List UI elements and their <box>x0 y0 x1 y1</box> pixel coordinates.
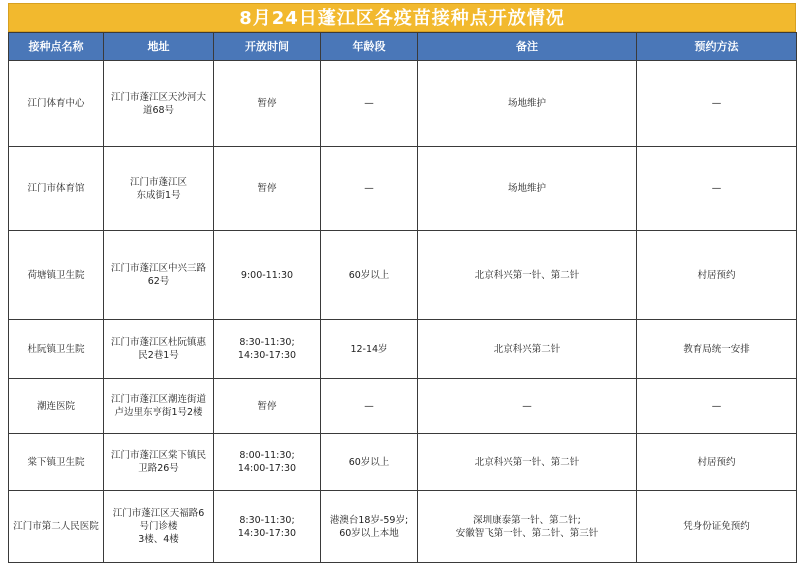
col-header-address: 地址 <box>104 33 214 61</box>
site-booking: — <box>637 147 797 231</box>
site-name: 江门体育中心 <box>9 61 104 147</box>
site-hours: 8:30-11:30; 14:30-17:30 <box>214 491 321 563</box>
table-row <box>9 147 797 231</box>
site-age: — <box>321 147 418 231</box>
site-booking: — <box>637 379 797 434</box>
site-address: 江门市蓬江区天沙河大 道68号 <box>104 61 214 147</box>
site-note: 北京科兴第二针 <box>418 320 637 379</box>
col-header-age: 年龄段 <box>321 33 418 61</box>
vaccination-table <box>8 32 797 563</box>
site-note: 深圳康泰第一针、第二针; 安徽智飞第一针、第二针、第三针 <box>418 491 637 563</box>
site-age: 港澳台18岁-59岁; 60岁以上本地 <box>321 491 418 563</box>
header-row <box>9 33 797 61</box>
site-age: — <box>321 61 418 147</box>
site-note: 北京科兴第一针、第二针 <box>418 231 637 320</box>
site-name: 潮连医院 <box>9 379 104 434</box>
site-age: 12-14岁 <box>321 320 418 379</box>
site-note: — <box>418 379 637 434</box>
table-row <box>9 61 797 147</box>
site-note: 场地维护 <box>418 61 637 147</box>
table-row <box>9 434 797 491</box>
site-booking: 村居预约 <box>637 231 797 320</box>
site-name: 荷塘镇卫生院 <box>9 231 104 320</box>
site-address: 江门市蓬江区潮连街道 卢边里东亨街1号2楼 <box>104 379 214 434</box>
table-row <box>9 379 797 434</box>
site-address: 江门市蓬江区 东成街1号 <box>104 147 214 231</box>
site-name: 江门市体育馆 <box>9 147 104 231</box>
site-hours: 暂停 <box>214 147 321 231</box>
col-header-name: 接种点名称 <box>9 33 104 61</box>
col-header-booking: 预约方法 <box>637 33 797 61</box>
site-address: 江门市蓬江区杜阮镇惠 民2巷1号 <box>104 320 214 379</box>
site-address: 江门市蓬江区中兴三路 62号 <box>104 231 214 320</box>
site-hours: 暂停 <box>214 379 321 434</box>
table-row <box>9 320 797 379</box>
site-age: 60岁以上 <box>321 231 418 320</box>
site-hours: 暂停 <box>214 61 321 147</box>
site-hours: 9:00-11:30 <box>214 231 321 320</box>
site-age: 60岁以上 <box>321 434 418 491</box>
site-booking: — <box>637 61 797 147</box>
site-name: 杜阮镇卫生院 <box>9 320 104 379</box>
site-booking: 村居预约 <box>637 434 797 491</box>
table-row <box>9 231 797 320</box>
col-header-note: 备注 <box>418 33 637 61</box>
site-age: — <box>321 379 418 434</box>
col-header-hours: 开放时间 <box>214 33 321 61</box>
site-note: 北京科兴第一针、第二针 <box>418 434 637 491</box>
site-booking: 凭身份证免预约 <box>637 491 797 563</box>
site-hours: 8:00-11:30; 14:00-17:30 <box>214 434 321 491</box>
site-booking: 教育局统一安排 <box>637 320 797 379</box>
site-note: 场地维护 <box>418 147 637 231</box>
table-row <box>9 491 797 563</box>
site-name: 江门市第二人民医院 <box>9 491 104 563</box>
sheet-title: 8月24日蓬江区各疫苗接种点开放情况 <box>8 3 796 32</box>
site-name: 棠下镇卫生院 <box>9 434 104 491</box>
site-address: 江门市蓬江区天福路6 号门诊楼 3楼、4楼 <box>104 491 214 563</box>
site-hours: 8:30-11:30; 14:30-17:30 <box>214 320 321 379</box>
site-address: 江门市蓬江区棠下镇民 卫路26号 <box>104 434 214 491</box>
